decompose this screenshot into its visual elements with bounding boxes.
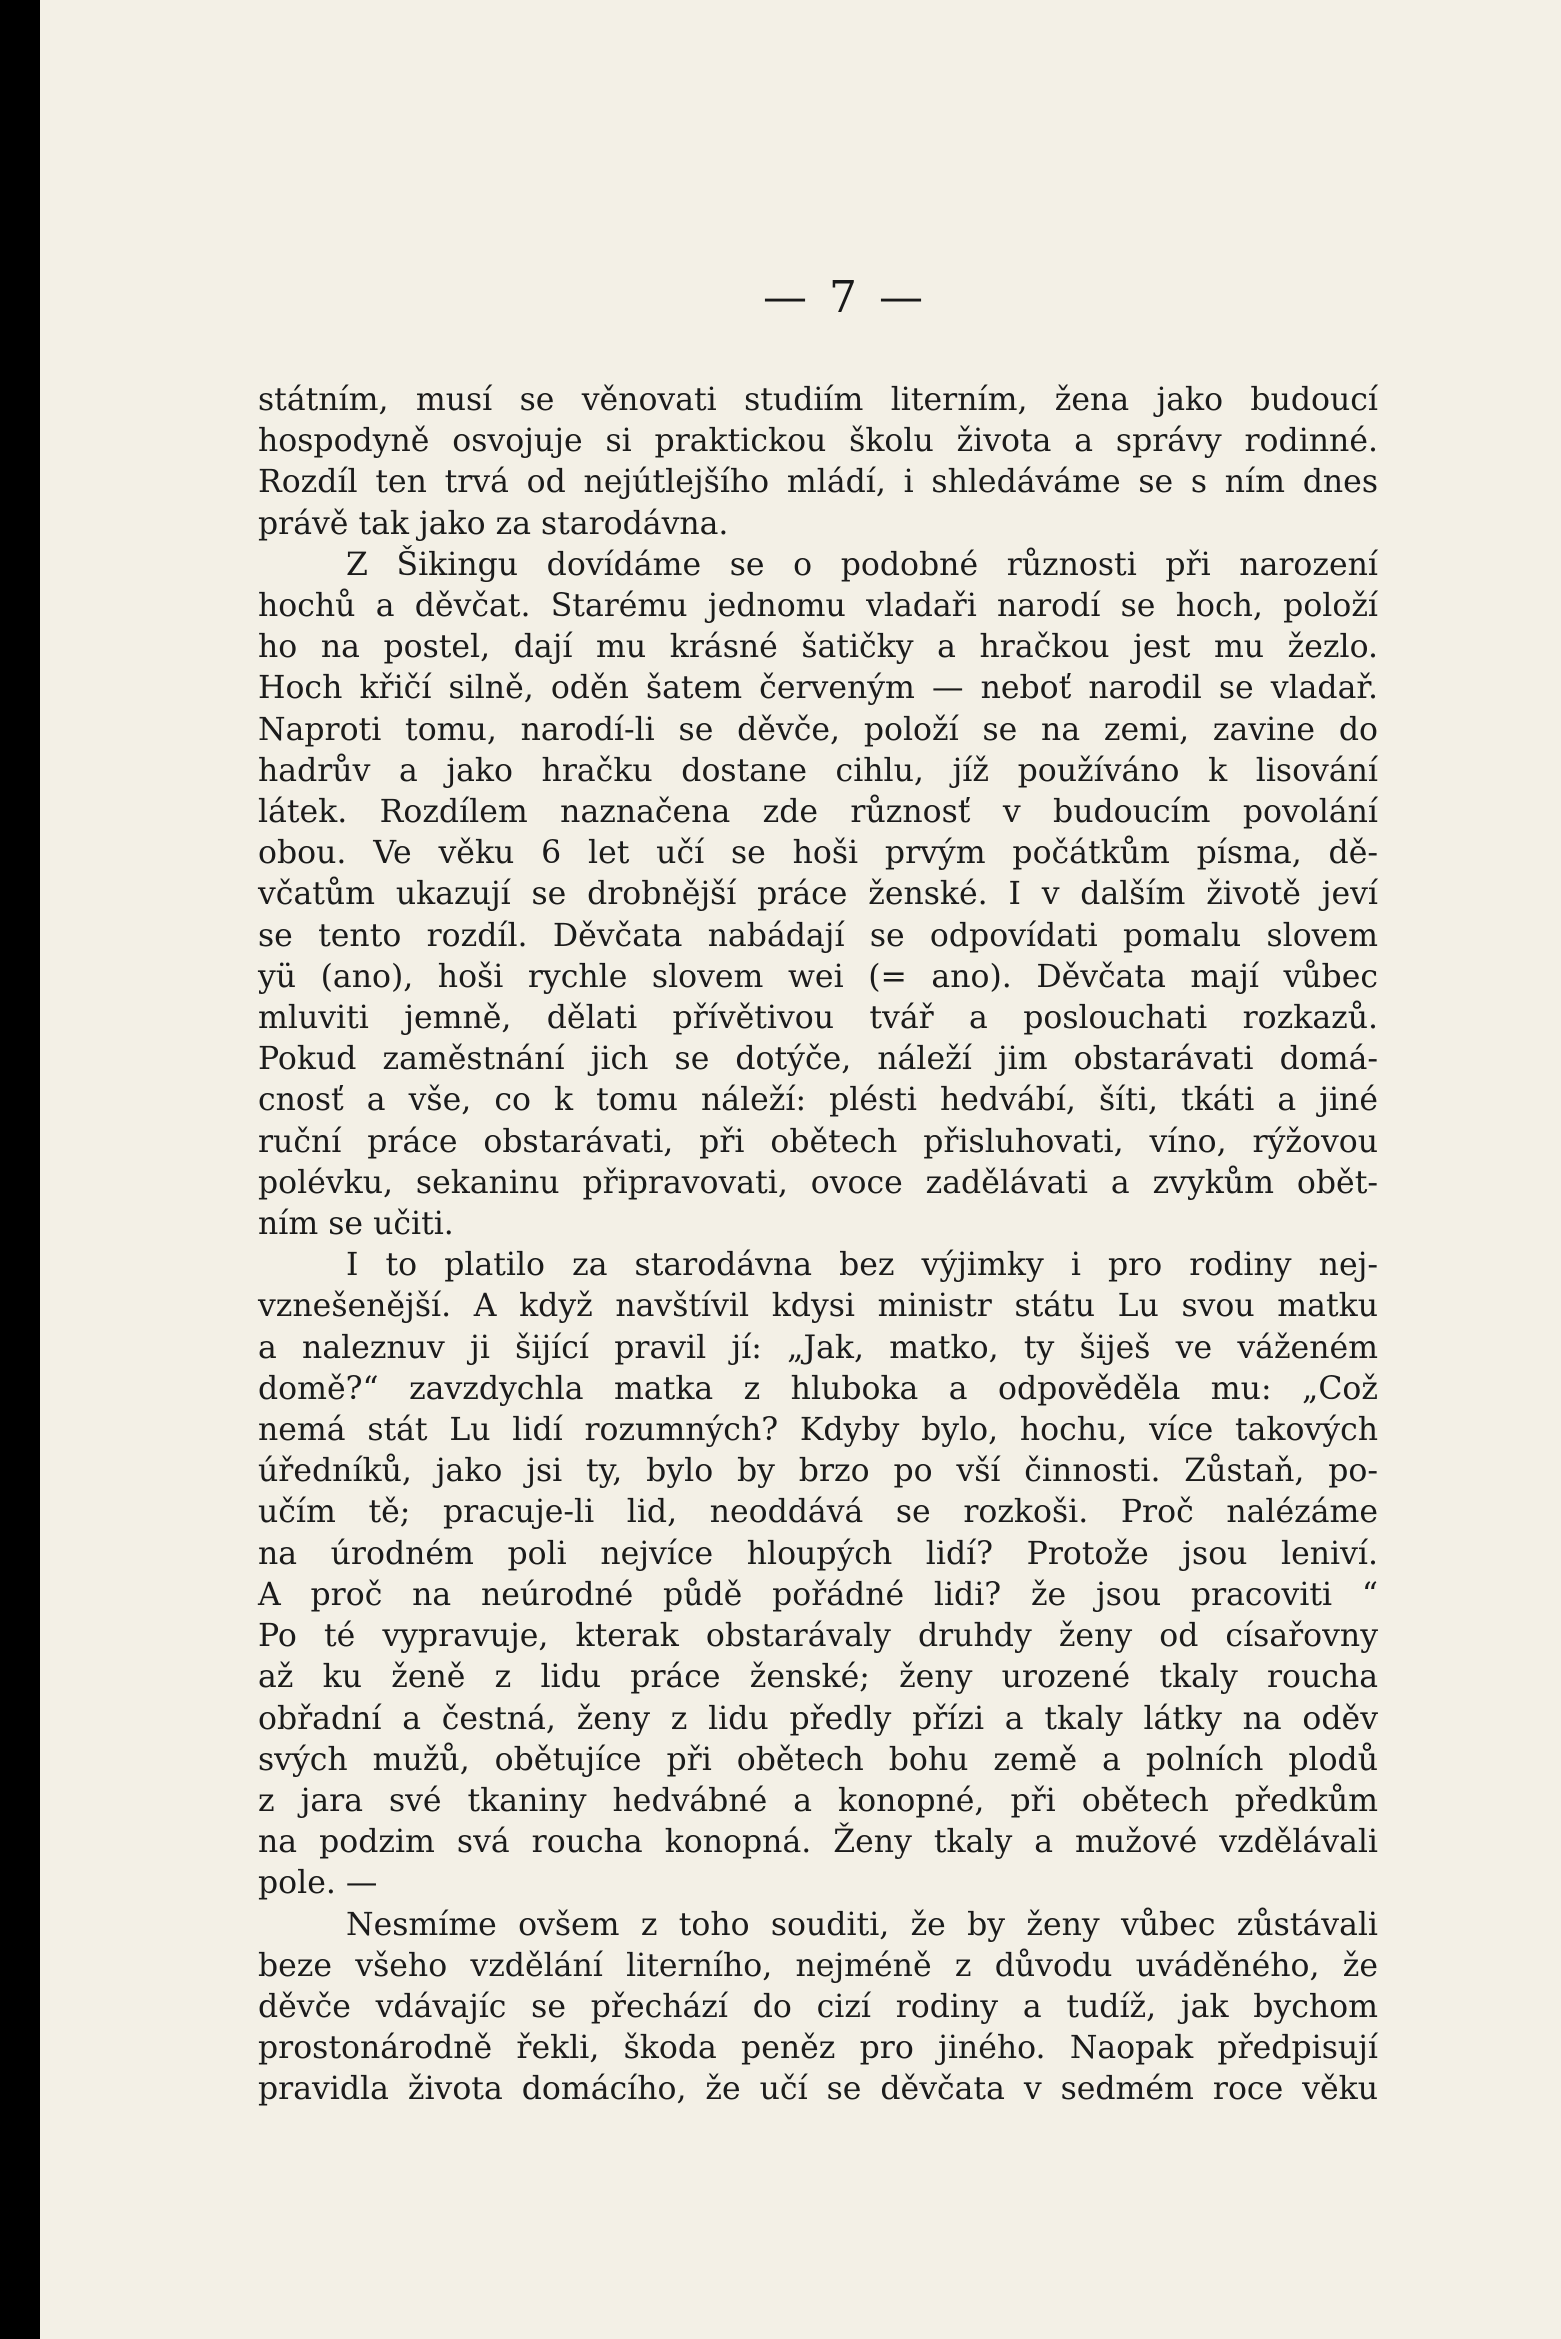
text-line: hadrův a jako hračku dostane cihlu, jíž používáno k lisování [258,752,1378,789]
text-line: státním, musí se věnovati studiím literním, žena jako budoucí [258,382,1378,418]
text-line: pole. — [258,1865,378,1902]
scanned-page [40,0,1561,2339]
text-line: yü (ano), hoši rychle slovem wei (= ano). Děvčata mají vůbec [258,958,1378,995]
text-line: mluviti jemně, dělati přívětivou tvář a poslouchati rozkazů. [258,1000,1378,1037]
text-line: beze všeho vzdělání literního, nejméně z důvodu uváděného, že [258,1947,1378,1984]
text-line: děvče vdávajíc se přechází do cizí rodiny a tudíž, jak bychom [258,1988,1378,2025]
text-line: hochů a děvčat. Starému jednomu vladaři narodí se hoch, položí [258,588,1378,625]
text-line: svých mužů, obětujíce při obětech bohu země a polních plodů [258,1741,1378,1778]
text-line: prostonárodně řekli, škoda peněz pro jiného. Naopak předpisují [258,2030,1378,2067]
text-line: právě tak jako za starodávna. [258,505,729,542]
text-line: hospodyně osvojuje si praktickou školu života a správy rodinné. [258,423,1378,460]
text-line: učím tě; pracuje-li lid, neoddává se rozkoši. Proč nalézáme [258,1494,1378,1531]
text-line: Hoch křičí silně, oděn šatem červeným — neboť narodil se vladař. [258,670,1378,707]
text-line: ním se učiti. [258,1206,454,1243]
text-line: Nesmíme ovšem z toho souditi, že by ženy vůbec zůstávali [346,1906,1378,1943]
text-line: Po té vypravuje, kterak obstarávaly druhdy ženy od císařovny [258,1618,1378,1655]
text-line: se tento rozdíl. Děvčata nabádají se odpovídati pomalu slovem [258,917,1378,954]
text-line: na podzim svá roucha konopná. Ženy tkaly a mužové vzdělávali [258,1824,1378,1861]
text-line: pravidla života domácího, že učí se děvčata v sedmém roce věku [258,2071,1378,2108]
text-line: ruční práce obstarávati, při obětech přisluhovati, víno, rýžovou [258,1123,1378,1160]
text-line: cnosť a vše, co k tomu náleží: plésti hedvábí, šíti, tkáti a jiné [258,1082,1378,1119]
text-line: a naleznuv ji šijící pravil jí: „Jak, matko, ty šiješ ve váženém [258,1329,1378,1366]
text-line: obřadní a čestná, ženy z lidu předly přízi a tkaly látky na oděv [258,1700,1378,1737]
text-line: polévku, sekaninu připravovati, ovoce zadělávati a zvykům obět- [258,1164,1378,1201]
text-line: včatům ukazují se drobnější práce ženské. I v dalším životě jeví [258,876,1378,913]
text-line: látek. Rozdílem naznačena zde různosť v budoucím povolání [258,794,1378,831]
text-line: ho na postel, dají mu krásné šatičky a hračkou jest mu žezlo. [258,629,1378,666]
text-line: A proč na neúrodné půdě pořádné lidi? že jsou pracoviti “ [258,1576,1378,1613]
text-line: I to platilo za starodávna bez výjimky i pro rodiny nej- [346,1247,1378,1284]
text-line: na úrodném poli nejvíce hloupých lidí? Protože jsou leniví. [258,1535,1378,1572]
text-line: z jara své tkaniny hedvábné a konopné, při obětech předkům [258,1782,1378,1819]
text-line: nemá stát Lu lidí rozumných? Kdyby bylo, hochu, více takových [258,1412,1378,1449]
text-line: obou. Ve věku 6 let učí se hoši prvým počátkům písma, dě- [258,835,1378,872]
page-number: — 7 — [763,272,927,323]
text-line: Naproti tomu, narodí-li se děvče, položí se na zemi, zavine do [258,711,1378,748]
text-line: Rozdíl ten trvá od nejútlejšího mládí, i shledáváme se s ním dnes [258,464,1378,501]
text-line: domě?“ zavzdychla matka z hluboka a odpověděla mu: „Což [258,1370,1378,1407]
text-line: Pokud zaměstnání jich se dotýče, náleží jim obstarávati domá- [258,1041,1378,1078]
text-line: Z Šikingu dovídáme se o podobné různosti při narození [346,546,1378,583]
text-line: úředníků, jako jsi ty, bylo by brzo po vší činnosti. Zůstaň, po- [258,1453,1378,1490]
body-text [258,380,1378,2111]
text-line: vznešenější. A když navštívil kdysi ministr státu Lu svou matku [258,1288,1378,1325]
text-line: až ku ženě z lidu práce ženské; ženy urozené tkaly roucha [258,1659,1378,1696]
